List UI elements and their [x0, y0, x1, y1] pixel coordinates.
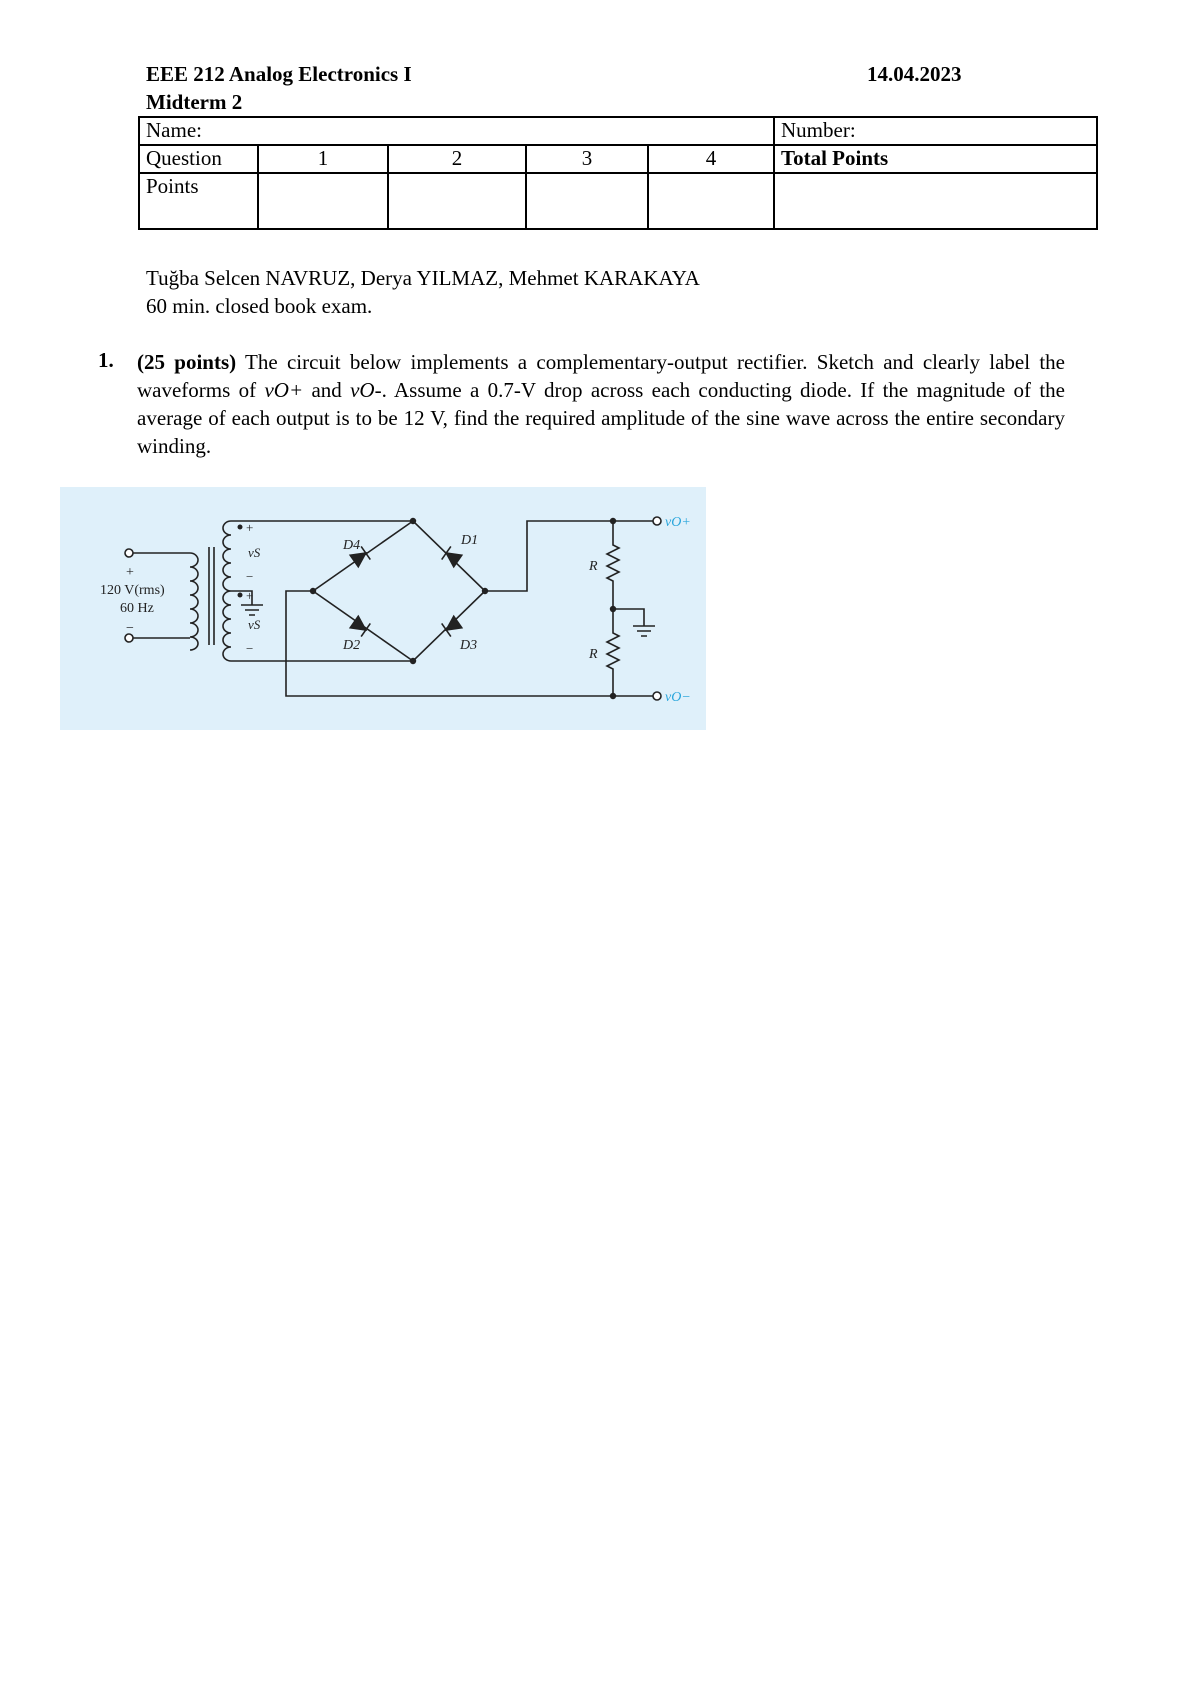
vo-plus-label: vO+: [665, 515, 691, 530]
points-cell[interactable]: [258, 173, 388, 229]
d2-label: D2: [343, 638, 361, 653]
question-points: (25 points): [137, 350, 237, 374]
number-label: Number:: [781, 118, 856, 142]
resistor-label: R: [589, 559, 598, 574]
vo-plus-symbol: vO+: [264, 378, 304, 402]
diagram-background: [60, 487, 706, 730]
exam-date: 14.04.2023: [867, 62, 962, 86]
resistor-label: R: [589, 647, 598, 662]
secondary-minus-label: −: [246, 569, 254, 584]
points-label: Points: [139, 173, 258, 229]
secondary-plus-label: +: [246, 520, 254, 535]
exam-title: Midterm 2: [146, 90, 243, 114]
question-text: and: [303, 378, 351, 402]
total-points-label: Total Points: [774, 145, 1097, 173]
vo-minus-label: vO−: [665, 690, 691, 705]
question-number: 4: [648, 145, 774, 173]
question-text: The circuit below implements a complementary-output rectifier. Sketch and clearly label the waveforms of: [137, 350, 1065, 402]
name-label: Name:: [146, 118, 202, 142]
polarity-dot: [238, 525, 243, 530]
primary-minus-label: −: [126, 621, 134, 636]
source-voltage-label: 120 V(rms): [100, 583, 165, 598]
polarity-dot: [238, 593, 243, 598]
question-label: Question: [139, 145, 258, 173]
secondary-minus-label: −: [246, 641, 254, 656]
junction-dot: [310, 588, 316, 594]
points-cell[interactable]: [648, 173, 774, 229]
rectifier-circuit-diagram: [60, 487, 706, 730]
question-number: 1.: [98, 348, 114, 372]
instructors: Tuğba Selcen NAVRUZ, Derya YILMAZ, Mehmet KARAKAYA: [146, 266, 700, 290]
question-number: 1: [258, 145, 388, 173]
score-table: [138, 116, 1098, 230]
question-text: . Assume a 0.7-V drop across each conducting diode. If the magnitude of the average of each output is to be 12 V, find the required amplitude of the sine wave across the entire secondary winding.: [137, 378, 1066, 458]
name-cell[interactable]: [139, 117, 774, 145]
primary-plus-label: +: [126, 565, 134, 580]
d3-label: D3: [460, 638, 478, 653]
course-title: EEE 212 Analog Electronics I: [146, 62, 412, 86]
question-number: 2: [388, 145, 526, 173]
exam-info: 60 min. closed book exam.: [146, 294, 373, 318]
d1-label: D1: [461, 533, 479, 548]
number-cell[interactable]: [774, 117, 1097, 145]
question-1-text: [137, 348, 1065, 460]
question-number: 3: [526, 145, 648, 173]
vo-minus-symbol: vO-: [350, 378, 382, 402]
vo-plus-terminal: [653, 517, 661, 525]
points-cell[interactable]: [388, 173, 526, 229]
junction-dot: [410, 518, 416, 524]
junction-dot: [482, 588, 488, 594]
junction-dot: [610, 518, 616, 524]
d4-label: D4: [343, 538, 361, 553]
vo-minus-terminal: [653, 692, 661, 700]
vs-label: vS: [248, 617, 261, 632]
vs-label: vS: [248, 545, 261, 560]
junction-dot: [610, 693, 616, 699]
total-points-cell[interactable]: [774, 173, 1097, 229]
junction-dot: [610, 606, 616, 612]
points-cell[interactable]: [526, 173, 648, 229]
source-frequency-label: 60 Hz: [120, 601, 154, 616]
primary-terminal-top: [125, 549, 133, 557]
secondary-plus-label: +: [246, 588, 254, 603]
junction-dot: [410, 658, 416, 664]
